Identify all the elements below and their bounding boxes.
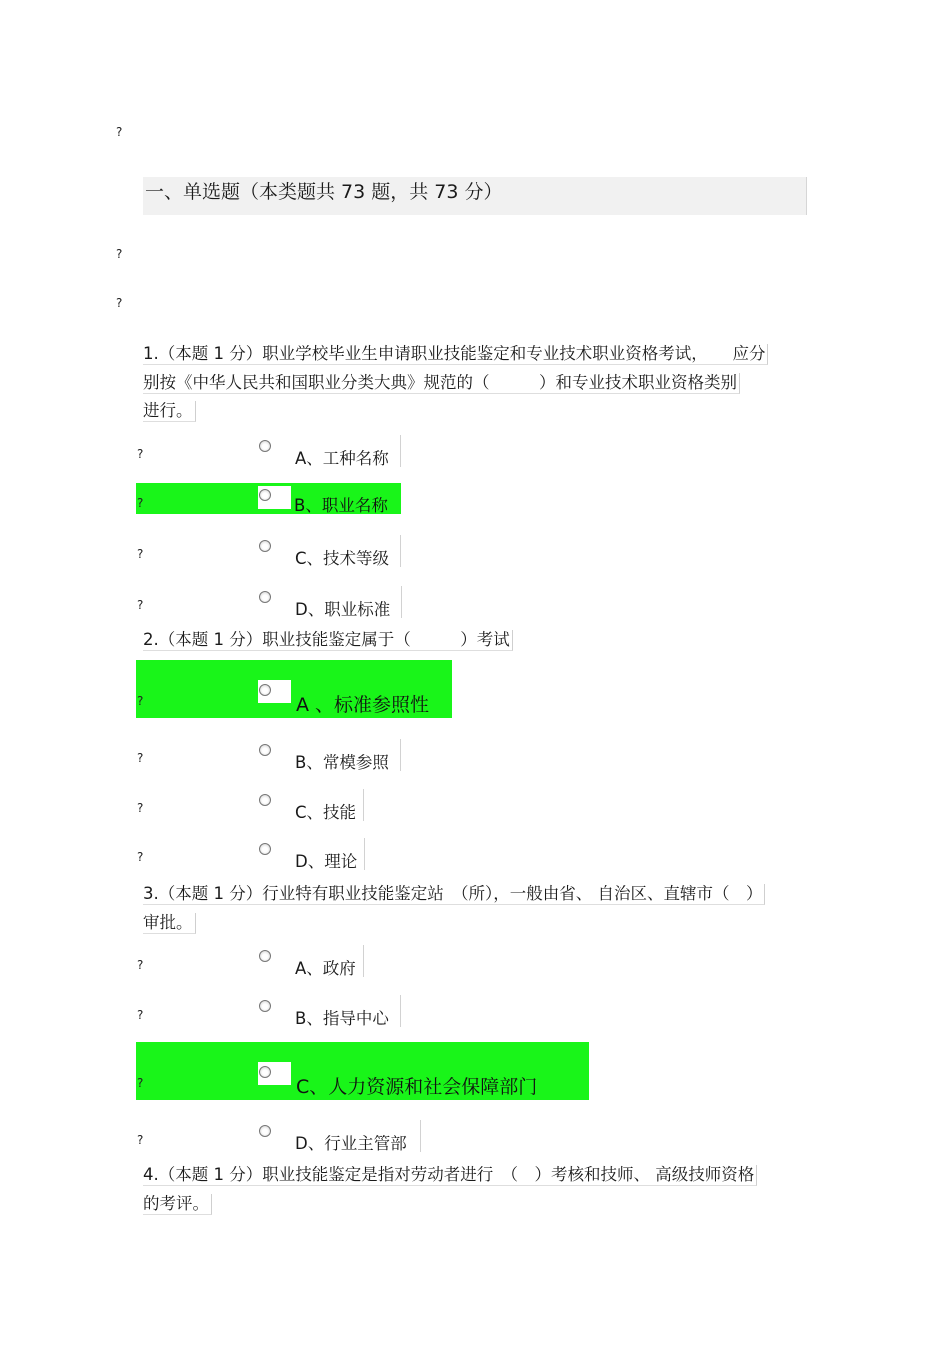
radio-icon[interactable] (259, 1000, 271, 1012)
option-q2-c[interactable]: C、技能 (258, 789, 364, 821)
marker: ? (137, 1076, 144, 1090)
marker: ? (137, 694, 144, 708)
option-q2-b[interactable]: B、常模参照 (258, 739, 401, 771)
option-q1-b-selected[interactable]: ? B、职业名称 (136, 483, 401, 514)
marker: ? (137, 447, 144, 461)
question-3-line-2: 审批。 (143, 913, 196, 934)
marker: ? (137, 547, 144, 561)
question-1-line-2: 别按《中华人民共和国职业分类大典》规范的（ ）和专业技术职业资格类别 (143, 373, 740, 394)
radio-icon[interactable] (259, 440, 271, 452)
section-title: 一、单选题（本类题共 73 题，共 73 分） (143, 177, 807, 215)
marker: ? (116, 125, 123, 139)
question-4-line-2: 的考评。 (143, 1194, 212, 1215)
marker: ? (137, 1133, 144, 1147)
option-q2-a-selected[interactable]: ? A 、标准参照性 (136, 660, 452, 718)
radio-icon[interactable] (259, 684, 271, 696)
marker: ? (137, 496, 144, 510)
marker: ? (116, 296, 123, 310)
option-q1-d[interactable]: D、职业标准 (258, 586, 402, 618)
option-q3-c-selected[interactable]: ? C、人力资源和社会保障部门 (136, 1042, 589, 1100)
radio-icon[interactable] (259, 1125, 271, 1137)
option-q3-a[interactable]: A、政府 (258, 945, 364, 977)
question-1-line-3: 进行。 (143, 401, 196, 422)
marker: ? (137, 751, 144, 765)
option-q1-a[interactable]: A、工种名称 (258, 435, 401, 467)
question-1-line-1: 1.（本题 1 分）职业学校毕业生申请职业技能鉴定和专业技术职业资格考试， 应分 (143, 344, 768, 365)
radio-icon[interactable] (259, 950, 271, 962)
radio-icon[interactable] (259, 1066, 271, 1078)
marker: ? (137, 801, 144, 815)
radio-icon[interactable] (259, 489, 271, 501)
marker: ? (116, 247, 123, 261)
marker: ? (137, 850, 144, 864)
radio-icon[interactable] (259, 794, 271, 806)
option-q3-d[interactable]: D、行业主管部 (258, 1120, 421, 1152)
option-q2-d[interactable]: D、理论 (258, 838, 365, 870)
marker: ? (137, 958, 144, 972)
marker: ? (137, 598, 144, 612)
radio-icon[interactable] (259, 843, 271, 855)
question-4-line-1: 4.（本题 1 分）职业技能鉴定是指对劳动者进行 （ ）考核和技师、 高级技师资格 (143, 1165, 757, 1186)
option-q3-b[interactable]: B、指导中心 (258, 995, 401, 1027)
radio-icon[interactable] (259, 591, 271, 603)
radio-icon[interactable] (259, 744, 271, 756)
radio-icon[interactable] (259, 540, 271, 552)
option-q1-c[interactable]: C、技术等级 (258, 535, 401, 567)
marker: ? (137, 1008, 144, 1022)
question-3-line-1: 3.（本题 1 分）行业特有职业技能鉴定站 （所），一般由省、 自治区、直辖市（ ） (143, 884, 765, 905)
question-2-line-1: 2.（本题 1 分）职业技能鉴定属于（ ）考试 (143, 630, 513, 651)
